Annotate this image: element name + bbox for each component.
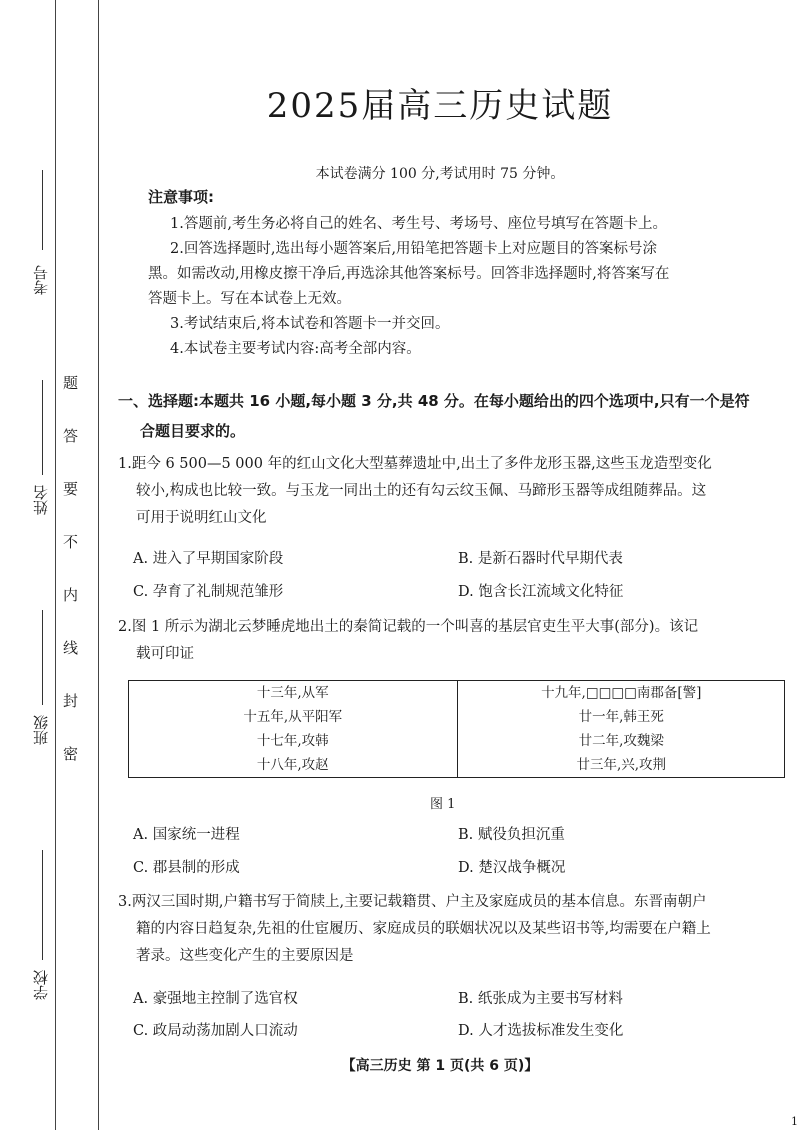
q1-option-c[interactable]: C. 孕育了礼制规范雏形 — [133, 584, 284, 600]
school-label: 学校 — [32, 970, 50, 1000]
seal-char: 题 — [63, 374, 79, 392]
figure-caption: 图 1 — [430, 797, 456, 812]
exam-number-blank[interactable] — [42, 170, 43, 250]
notice-item: 2.回答选择题时,选出每小题答案后,用铅笔把答题卡上对应题目的答案标号涂 — [170, 241, 658, 257]
q3-option-a[interactable]: A. 豪强地主控制了选官权 — [133, 991, 298, 1007]
notice-item: 4.本试卷主要考试内容:高考全部内容。 — [170, 341, 421, 357]
class-blank[interactable] — [42, 610, 43, 705]
exam-subtitle: 本试卷满分 100 分,考试用时 75 分钟。 — [315, 166, 565, 182]
table-cell: 十九年,□□□□南郡备[警] — [541, 685, 702, 701]
seal-char: 不 — [63, 533, 79, 551]
seal-char: 密 — [63, 745, 79, 763]
q2-option-b[interactable]: B. 赋役负担沉重 — [458, 827, 565, 843]
question-line: 著录。这些变化产生的主要原因是 — [136, 948, 354, 964]
q2-option-a[interactable]: A. 国家统一进程 — [133, 827, 240, 843]
question-2-stem — [118, 614, 778, 668]
table-cell: 十五年,从平阳军 — [243, 709, 343, 725]
question-line: 可用于说明红山文化 — [136, 510, 267, 526]
seal-char: 封 — [63, 692, 79, 710]
q1-option-a[interactable]: A. 进入了早期国家阶段 — [133, 551, 284, 567]
q1-option-d[interactable]: D. 饱含长江流域文化特征 — [458, 584, 624, 600]
binding-margin — [0, 0, 100, 1130]
table-cell: 廿三年,兴,攻荆 — [576, 757, 667, 773]
table-cell: 十八年,攻赵 — [256, 757, 329, 773]
question-3-stem — [118, 889, 778, 970]
exam-number-label: 考号 — [32, 265, 50, 295]
exam-title: 2025届高三历史试题 — [266, 86, 614, 126]
q1-option-b[interactable]: B. 是新石器时代早期代表 — [458, 551, 623, 567]
question-line: 2.图 1 所示为湖北云梦睡虎地出土的秦简记载的一个叫喜的基层官吏生平大事(部分)。该记 — [118, 619, 699, 635]
question-1-stem — [118, 451, 778, 532]
q3-option-b[interactable]: B. 纸张成为主要书写材料 — [458, 991, 623, 1007]
table-cell: 廿一年,韩王死 — [578, 709, 664, 725]
name-blank[interactable] — [42, 380, 43, 475]
margin-rule-left — [55, 0, 56, 1130]
page-footer: 【高三历史 第 1 页(共 6 页)】 — [341, 1058, 539, 1074]
school-blank[interactable] — [42, 850, 43, 960]
notice-item: 答题卡上。写在本试卷上无效。 — [148, 291, 351, 307]
notice-heading: 注意事项: — [148, 188, 214, 206]
q2-option-c[interactable]: C. 郡县制的形成 — [133, 860, 240, 876]
table-cell: 十三年,从军 — [256, 685, 329, 701]
class-label: 班级 — [32, 715, 50, 745]
q3-option-c[interactable]: C. 政局动荡加剧人口流动 — [133, 1023, 298, 1039]
name-label: 姓名 — [32, 485, 50, 515]
section-heading-line: 合题目要求的。 — [140, 422, 246, 440]
seal-char: 线 — [63, 639, 79, 657]
seal-char: 内 — [63, 586, 79, 604]
section-heading — [118, 386, 778, 446]
margin-rule-right — [98, 0, 99, 1130]
notice-item: 黑。如需改动,用橡皮擦干净后,再选涂其他答案标号。回答非选择题时,将答案写在 — [148, 266, 670, 282]
notice-item: 3.考试结束后,将本试卷和答题卡一并交回。 — [170, 316, 450, 332]
table-cell: 十七年,攻韩 — [256, 733, 329, 749]
figure-1-table — [128, 680, 785, 778]
table-cell: 廿二年,攻魏梁 — [578, 733, 664, 749]
table-column-right — [457, 681, 786, 777]
question-line: 1.距今 6 500—5 000 年的红山文化大型墓葬遗址中,出土了多件龙形玉器,这些玉龙造型变化 — [118, 456, 712, 472]
section-heading-line: 一、选择题:本题共 16 小题,每小题 3 分,共 48 分。在每小题给出的四个选项中,只有一个是符 — [118, 392, 750, 410]
notice-item: 1.答题前,考生务必将自己的姓名、考生号、考场号、座位号填写在答题卡上。 — [170, 216, 667, 232]
page-marker: 1 — [791, 1115, 798, 1128]
q2-option-d[interactable]: D. 楚汉战争概况 — [458, 860, 566, 876]
seal-char: 要 — [63, 480, 79, 498]
question-line: 籍的内容日趋复杂,先祖的仕宦履历、家庭成员的联姻状况以及某些诏书等,均需要在户籍上 — [136, 921, 711, 937]
question-line: 3.两汉三国时期,户籍书写于简牍上,主要记载籍贯、户主及家庭成员的基本信息。东晋南朝户 — [118, 894, 707, 910]
question-line: 较小,构成也比较一致。与玉龙一同出土的还有勾云纹玉佩、马蹄形玉器等成组随葬品。这 — [136, 483, 707, 499]
table-column-left — [129, 681, 457, 777]
seal-char: 答 — [63, 427, 79, 445]
q3-option-d[interactable]: D. 人才选拔标准发生变化 — [458, 1023, 624, 1039]
question-line: 载可印证 — [136, 646, 194, 662]
